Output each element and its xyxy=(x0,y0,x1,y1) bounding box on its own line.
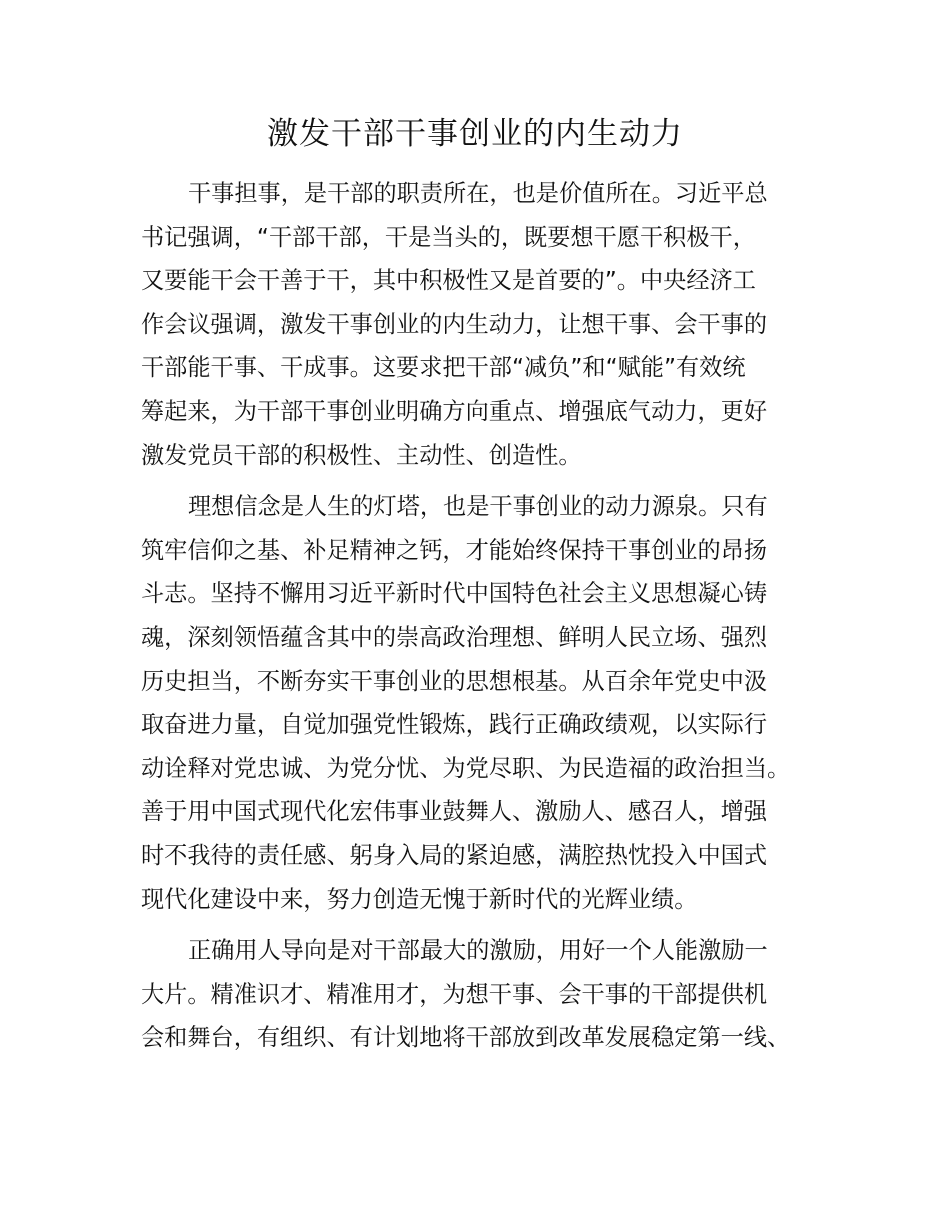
paragraph-line: 历史担当，不断夯实干事创业的思想根基。从百余年党史中汲 xyxy=(141,667,768,695)
document-title: 激发干部干事创业的内生动力 xyxy=(267,116,683,152)
paragraph-line: 取奋进力量，自觉加强党性锻炼，践行正确政绩观，以实际行 xyxy=(141,711,768,739)
paragraph-line: 正确用人导向是对干部最大的激励，用好一个人能激励一 xyxy=(188,937,768,965)
paragraph-line: 会和舞台，有组织、有计划地将干部放到改革发展稳定第一线、 xyxy=(141,1024,791,1052)
paragraph-line: 时不我待的责任感、躬身入局的紧迫感，满腔热忱投入中国式 xyxy=(141,841,768,869)
paragraph-line: 书记强调，“干部干部，干是当头的，既要想干愿干积极干， xyxy=(141,223,756,251)
paragraph-line: 善于用中国式现代化宏伟事业鼓舞人、激励人、感召人，增强 xyxy=(141,798,768,826)
paragraph-line: 理想信念是人生的灯塔，也是干事创业的动力源泉。只有 xyxy=(188,493,768,521)
paragraph-line: 现代化建设中来，努力创造无愧于新时代的光辉业绩。 xyxy=(141,885,698,913)
paragraph-line: 筑牢信仰之基、补足精神之钙，才能始终保持干事创业的昂扬 xyxy=(141,536,768,564)
paragraph-line: 筹起来，为干部干事创业明确方向重点、增强底气动力，更好 xyxy=(141,397,768,425)
paragraph-line: 动诠释对党忠诚、为党分忧、为党尽职、为民造福的政治担当。 xyxy=(141,754,791,782)
paragraph-line: 激发党员干部的积极性、主动性、创造性。 xyxy=(141,441,582,469)
document-body xyxy=(141,172,813,1060)
paragraph-line: 干部能干事、干成事。这要求把干部“减负”和“赋能”有效统 xyxy=(141,354,746,382)
paragraph-line: 魂，深刻领悟蕴含其中的崇高政治理想、鲜明人民立场、强烈 xyxy=(141,623,768,651)
paragraph-line: 干事担事，是干部的职责所在，也是价值所在。习近平总 xyxy=(188,180,768,207)
paragraph-line: 又要能干会干善于干，其中积极性又是首要的”。中央经济工 xyxy=(141,267,756,295)
paragraph-1 xyxy=(141,172,813,477)
paragraph-line: 斗志。坚持不懈用习近平新时代中国特色社会主义思想凝心铸 xyxy=(141,580,768,608)
paragraph-line: 大片。精准识才、精准用才，为想干事、会干事的干部提供机 xyxy=(141,980,768,1008)
paragraph-line: 作会议强调，激发干事创业的内生动力，让想干事、会干事的 xyxy=(141,310,768,338)
paragraph-3 xyxy=(141,929,813,1060)
paragraph-2 xyxy=(141,485,813,921)
